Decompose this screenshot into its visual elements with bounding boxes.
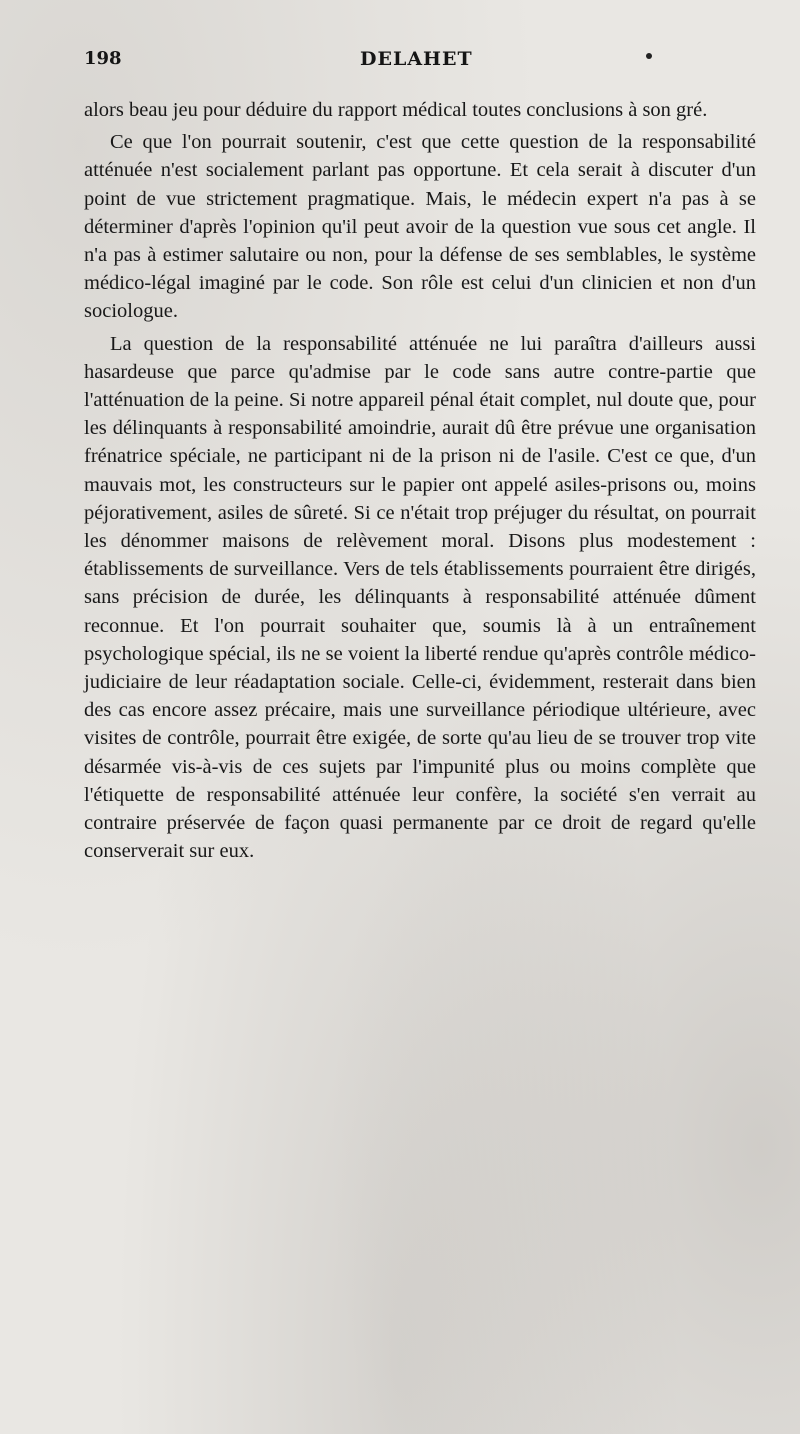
paragraph-3: La question de la responsabilité atténuée ne lui paraîtra d'ailleurs aussi hasardeuse que parce qu'admise par le code sans autre contre-partie que l'atténuation de la peine. Si notre appareil pénal était complet, nul doute que, pour les délinquants à responsabilité amoindrie, aurait dû être prévue une organisation frénatrice spéciale, ne participant ni de la prison ni de l'asile. C'est ce que, d'un mauvais mot, les constructeurs sur le papier ont appelé asiles-prisons ou, moins péjorativement, asiles de sûreté. Si ce n'était trop préjuger du résultat, on pourrait les dénommer maisons de relèvement moral. Disons plus modestement : établissements de surveillance. Vers de tels établissements pourraient être dirigés, sans précision de durée, les délinquants à responsabilité atténuée dûment reconnue. Et l'on pourrait souhaiter que, soumis là à un entraînement psychologique spécial, ils ne se voient la liberté rendue qu'après contrôle médico-judiciaire de leur réadaptation sociale. Celle-ci, évidemment, resterait dans bien des cas encore assez précaire, mais une surveillance périodique ultérieure, avec visites de contrôle, pourrait être exigée, de sorte qu'au lieu de se trouver trop vite désarmée vis-à-vis de ces sujets par l'impunité plus ou moins complète que l'étiquette de responsabilité atténuée leur confère, la société s'en verrait au contraire préservée de façon quasi permanente par ce droit de regard qu'elle conserverait sur eux.	[84, 332, 756, 863]
body-text	[84, 96, 756, 869]
running-head: DELAHET	[360, 48, 473, 70]
paragraph-2: Ce que l'on pourrait soutenir, c'est que cette question de la responsabilité atténuée n'est socialement parlant pas opportune. Et cela serait à discuter d'un point de vue strictement pragmatique. Mais, le médecin expert n'a pas à se déterminer d'après l'opinion qu'il peut avoir de la question vue sous cet angle. Il n'a pas à estimer salutaire ou non, pour la défense de ses semblables, le système médico-légal imaginé par le code. Son rôle est celui d'un clinicien et non d'un sociologue.	[84, 131, 756, 323]
paragraph-1: alors beau jeu pour déduire du rapport médical toutes conclusions à son gré.	[84, 99, 708, 121]
page-number: 198	[84, 48, 122, 69]
ink-speck	[646, 53, 652, 59]
page-header	[84, 48, 760, 78]
